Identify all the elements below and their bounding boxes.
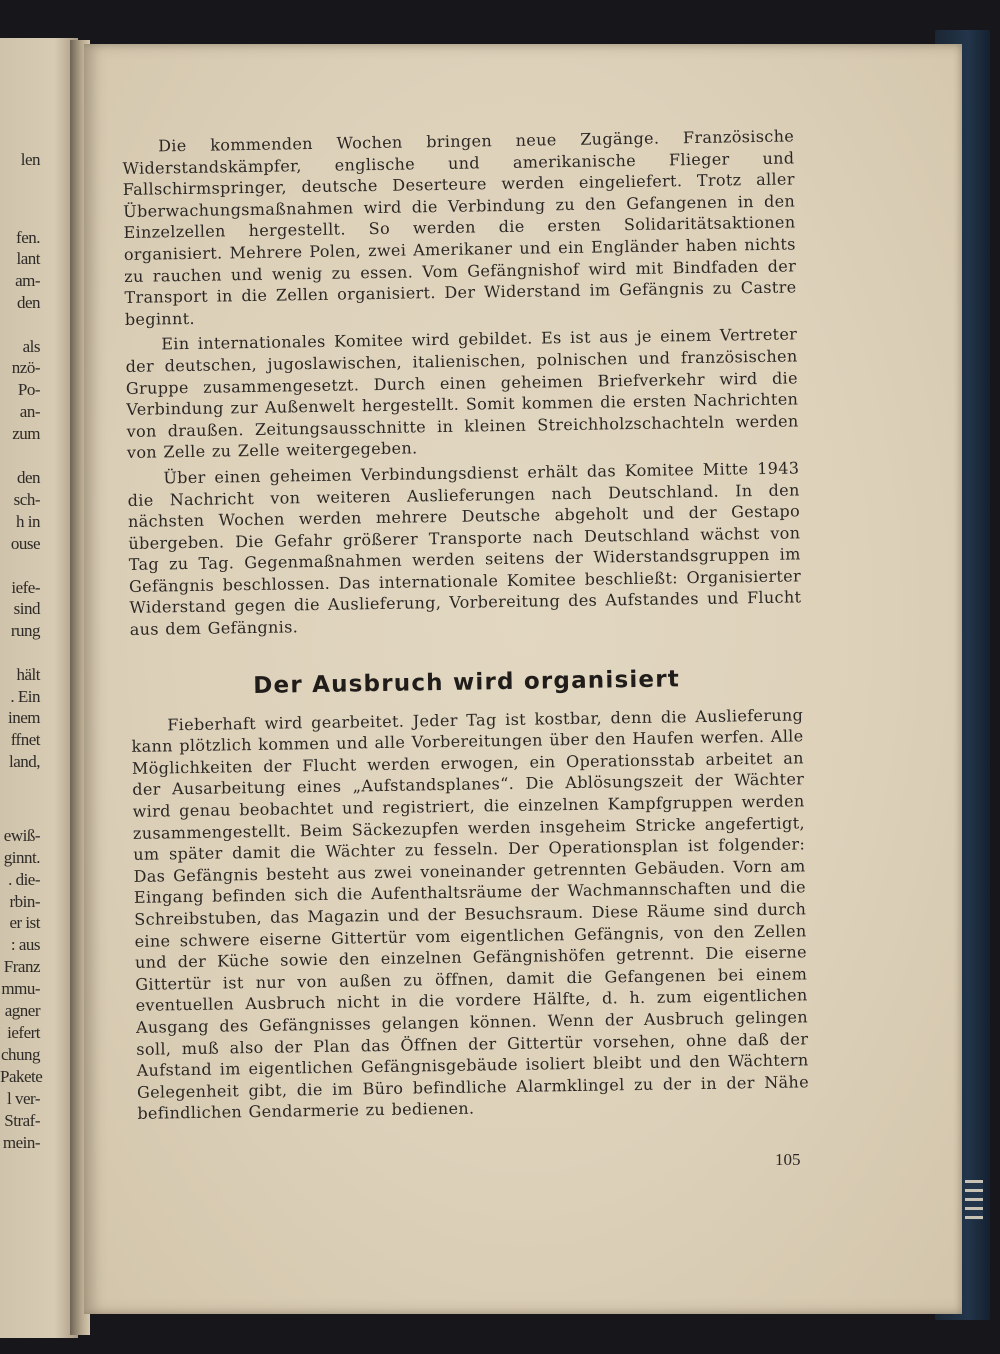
left-page-fragment: ouse bbox=[10, 534, 40, 553]
left-page-fragment: . Ein bbox=[10, 687, 40, 706]
left-page-fragment: land, bbox=[8, 752, 40, 771]
left-page-fragment: inem bbox=[8, 708, 40, 727]
left-page-fragment: als bbox=[22, 337, 40, 356]
left-page-fragment: agner bbox=[4, 1001, 40, 1020]
right-page bbox=[84, 44, 962, 1314]
left-page-fragment: Pakete bbox=[0, 1067, 43, 1086]
left-page-fragment: rbin- bbox=[9, 892, 40, 911]
paragraph-4: Fieberhaft wird gearbeitet. Jeder Tag ist kostbar, denn die Auslieferung kann plötzlich kommen und alle Vorbereitungen über den Haufen werfen. Alle Möglichkeiten der Flucht werden erwogen, ein Operationsstab arbeitet an der Ausarbeitung eines „Aufstandsplanes“. Die Ablösungszeit der Wächter wird genau beobachtet und registriert, die einzelnen Kampfgruppen werden zusammengestellt. Beim Säckezupfen werden insgeheim Stricke angefertigt, um später damit die Wächter zu fesseln. Der Operationsplan ist folgender: Das Gefängnis besteht aus zwei voneinander getrennten Gebäuden. Vorn am Eingang befinden sich die Aufenthaltsräume der Wachmannschaften und die Schreibstuben, das Magazin und der Besuchsraum. Diese Räume sind durch eine schwere eiserne Gittertür vom eigentlichen Gefängnis, von den Zellen und der Küche sowie den einzelnen Gefängnishöfen getrennt. Die eiserne Gittertür ist nur von außen zu öffnen, damit die Gefangenen bei einem eventuellen Ausbruch nicht in die vordere Hälfte, d. h. zum eigentlichen Ausgang des Gefängnisses gelangen können. Wenn der Ausbruch gelingen soll, muß also der Plan das Öffnen der Gittertür vorsehen, ohne daß der Aufstand im eigentlichen Gefängnisgebäude isoliert bleibt und den Wächtern Gelegenheit gibt, die im Büro befindliche Alarmklingel zu der in der Nähe befindlichen Gendarmerie zu bedienen. bbox=[131, 705, 810, 1124]
section-heading: Der Ausbruch wird organisiert bbox=[253, 665, 681, 699]
left-page-fragment: ewiß- bbox=[3, 826, 40, 845]
left-page-fragment: iefe- bbox=[11, 578, 40, 597]
left-page-fragment: l ver- bbox=[6, 1089, 40, 1108]
left-page-fragment: fen. bbox=[16, 228, 40, 247]
left-page-fragment: an- bbox=[19, 402, 40, 421]
left-page-fragment: den bbox=[16, 293, 40, 312]
left-page-fragment: sch- bbox=[13, 490, 40, 509]
left-page-fragment: am- bbox=[15, 271, 40, 290]
left-page-fragment: er ist bbox=[9, 913, 40, 932]
paragraph-2: Ein internationales Komitee wird gebildet. Es ist aus je einem Vertreter der deutschen, jugoslawischen, italienischen, polnischen und französischen Gruppe zusammengesetzt. Durch einen geheimen Briefverkehr wird die Verbindung zur Außenwelt hergestellt. Somit kommen die ersten Nachrichten von draußen. Zeitungsausschnitte in kleinen Streichholzschachteln werden von Zelle zu Zelle weitergegeben. bbox=[125, 324, 799, 463]
left-page bbox=[0, 38, 78, 1338]
left-page-fragment: zum bbox=[12, 424, 40, 443]
left-page-fragment: rung bbox=[10, 621, 40, 640]
left-page-fragment: ginnt. bbox=[3, 848, 40, 867]
left-page-fragment: . die- bbox=[8, 870, 40, 889]
left-page-fragment: den bbox=[16, 468, 40, 487]
left-page-fragment: lant bbox=[16, 249, 40, 268]
left-page-fragment: len bbox=[20, 150, 40, 169]
left-page-fragment: sind bbox=[13, 599, 40, 618]
left-page-fragment: Franz bbox=[3, 957, 40, 976]
paragraph-1: Die kommenden Wochen bringen neue Zugänge. Französische Widerstandskämpfer, englische und amerikanische Flieger und Fallschirmspringer, deutsche Deserteure werden eingeliefert. Trotz aller Überwachungsmaßnahmen wird die Verbindung zu den Gefangenen in den Einzelzellen hergestellt. So werden die ersten Solidaritätsaktionen organisiert. Mehrere Polen, zwei Amerikaner und ein Engländer haben nichts zu rauchen und wenig zu essen. Vom Gefängnishof wird mit Bindfaden der Transport in die Zellen organisiert. Der Widerstand im Gefängnis zu Castre beginnt. bbox=[122, 126, 797, 329]
paragraph-3: Über einen geheimen Verbindungsdienst erhält das Komitee Mitte 1943 die Nachricht von weiteren Auslieferungen nach Deutschland. In den nächsten Wochen werden mehrere Deutsche abgeholt und der Gestapo übergeben. Die Gefahr größerer Transporte nach Deutschland wächst von Tag zu Tag. Gegenmaßnahmen werden seitens der Widerstandsgruppen im Gefängnis beschlossen. Das internationale Komitee beschließt: Organisierter Widerstand gegen die Auslieferung, Vorbereitung des Aufstandes und Flucht aus dem Gefängnis. bbox=[127, 458, 802, 640]
left-page-fragment: Straf- bbox=[4, 1111, 40, 1130]
left-page-fragment: nzö- bbox=[11, 358, 40, 377]
text-block bbox=[122, 125, 810, 1128]
left-page-fragment: ffnet bbox=[10, 730, 40, 749]
left-page-fragment: h in bbox=[16, 512, 40, 531]
left-page-fragment: hält bbox=[16, 665, 40, 684]
left-page-fragment: mein- bbox=[2, 1133, 40, 1152]
left-page-fragment: mmu- bbox=[1, 979, 40, 998]
page-number: 105 bbox=[775, 1150, 801, 1169]
left-page-fragment: chung bbox=[0, 1045, 40, 1064]
left-page-fragment: iefert bbox=[7, 1023, 40, 1042]
left-page-fragment: Po- bbox=[17, 380, 40, 399]
left-page-fragment: : aus bbox=[10, 935, 40, 954]
cover-spine-ridges bbox=[965, 1180, 983, 1220]
